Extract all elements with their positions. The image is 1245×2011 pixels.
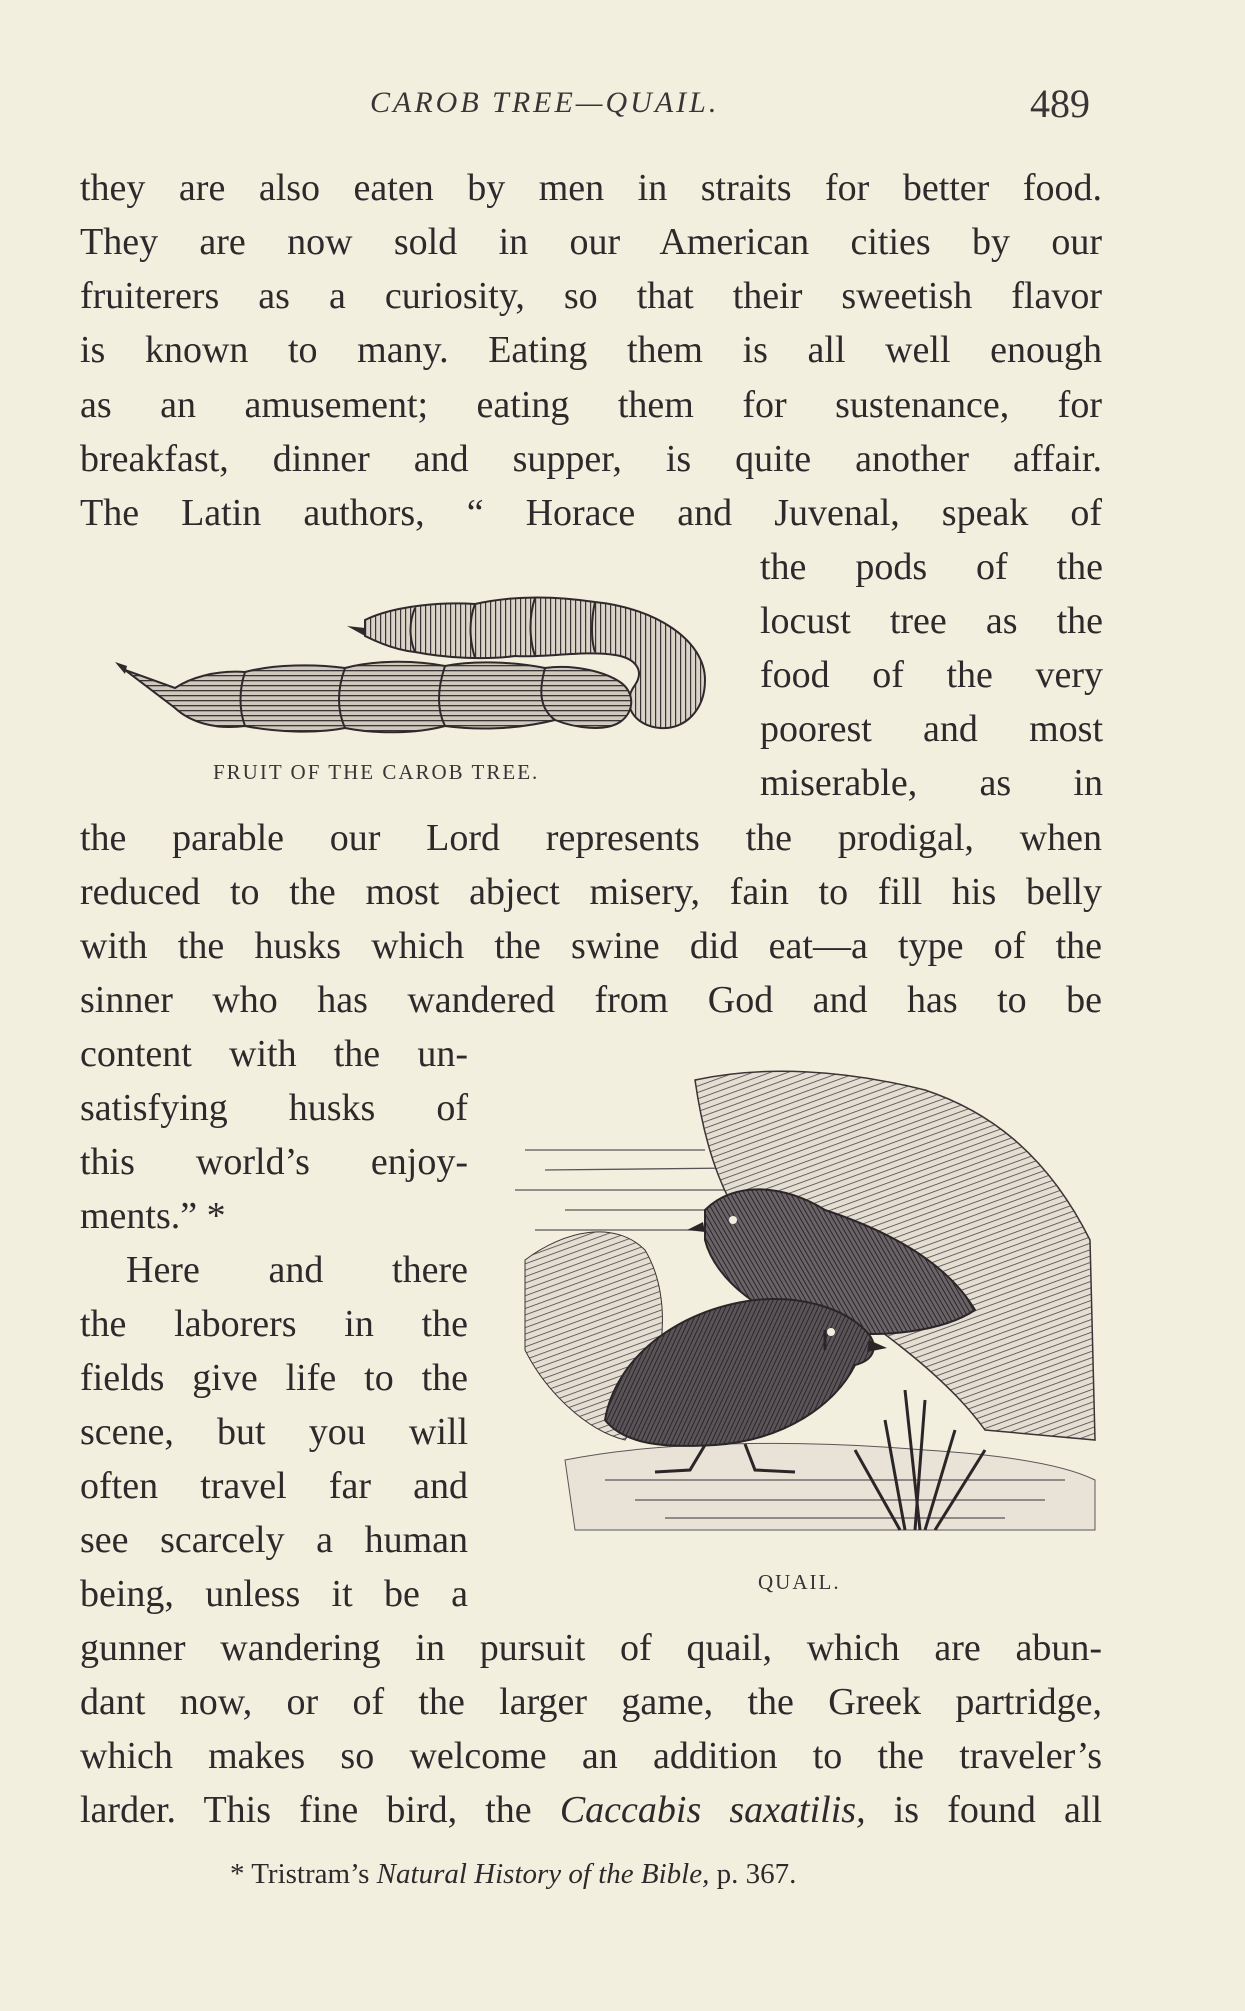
text-line: Here and there [126,1249,468,1291]
carob-caption: FRUIT OF THE CAROB TREE. [213,760,540,784]
carob-pods-illustration [115,580,715,760]
text-line: fields give life to the [80,1357,468,1399]
text-line: see scarcely a human [80,1519,468,1561]
text-line: reduced to the most abject misery, fain to fill his belly [80,871,1102,913]
text-line [80,1790,1102,1830]
text-line: dant now, or of the larger game, the Greek partridge, [80,1681,1102,1723]
text-line: being, unless it be a [80,1573,468,1615]
quail-caption: QUAIL. [758,1570,841,1594]
text-line: scene, but you will [80,1411,468,1453]
page-number: 489 [1030,81,1090,126]
footnote [230,1858,796,1891]
text-line: they are also eaten by men in straits for better food. [80,167,1102,209]
text-line: They are now sold in our American cities by our [80,221,1102,263]
text-line: content with the un- [80,1033,468,1075]
text-line: as an amusement; eating them for sustenance, for [80,384,1102,426]
text-line: miserable, as in [760,762,1103,804]
text-segment: is found all [865,1789,1102,1831]
text-line: with the husks which the swine did eat—a type of the [80,925,1102,967]
text-line: this world’s enjoy- [80,1141,468,1183]
species-name: Caccabis saxatilis, [559,1789,866,1831]
footnote-page: p. 367. [709,1858,797,1890]
text-line: breakfast, dinner and supper, is quite another affair. [80,438,1102,480]
text-line: is known to many. Eating them is all well enough [80,329,1102,371]
text-line: often travel far and [80,1465,468,1507]
quail-illustration [505,1060,1105,1560]
footnote-marker: * Tristram’s [230,1858,377,1890]
text-line: the pods of the [760,546,1103,588]
text-line: which makes so welcome an addition to the traveler’s [80,1735,1102,1777]
text-line: food of the very [760,654,1103,696]
text-line: the parable our Lord represents the prodigal, when [80,817,1102,859]
text-line: The Latin authors, “ Horace and Juvenal, speak of [80,492,1102,534]
text-line: satisfying husks of [80,1087,468,1129]
text-segment: larder. This fine bird, the [80,1789,560,1831]
text-line: the laborers in the [80,1303,468,1345]
text-line: fruiterers as a curiosity, so that their sweetish flavor [80,275,1102,317]
text-line: ments.” * [80,1195,226,1237]
footnote-title: Natural History of the Bible, [376,1858,710,1890]
running-head: CAROB TREE—QUAIL. [370,86,720,119]
text-line: gunner wandering in pursuit of quail, which are abun- [80,1627,1102,1669]
text-line: poorest and most [760,708,1103,750]
text-line: sinner who has wandered from God and has to be [80,979,1102,1021]
text-line: locust tree as the [760,600,1103,642]
